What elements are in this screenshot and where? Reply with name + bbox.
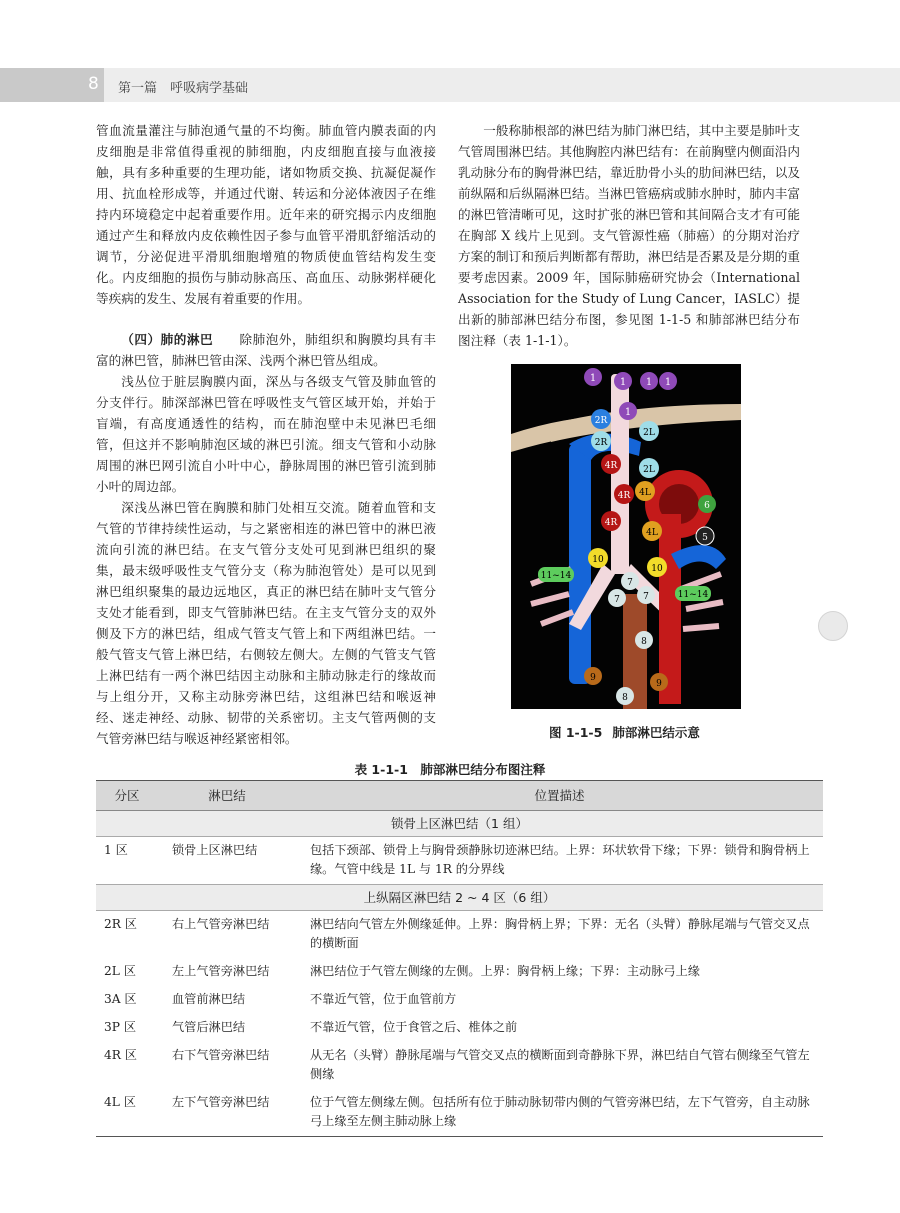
node-cell: 右下气管旁淋巴结 bbox=[172, 1048, 270, 1062]
page-header bbox=[0, 68, 900, 102]
zone-cell: 2R 区 bbox=[104, 917, 137, 931]
node-cell: 锁骨上区淋巴结 bbox=[172, 843, 258, 857]
description-cell: 位于气管左侧缘左侧。包括所有位于肺动脉韧带内侧的气管旁淋巴结，左下气管旁，自主动脉弓上缘至左侧主肺动脉上缘 bbox=[296, 1089, 823, 1137]
node-label-4R-b: 4R bbox=[617, 491, 631, 501]
description-cell: 淋巴结位于气管左侧缘的左侧。上界：胸骨柄上缘；下界：主动脉弓上缘 bbox=[310, 964, 700, 978]
zone-cell: 2L 区 bbox=[104, 964, 136, 978]
zone-cell: 3A 区 bbox=[104, 992, 137, 1006]
table-group-row bbox=[96, 885, 823, 911]
node-label-7-c: 7 bbox=[643, 592, 649, 602]
running-header-title: 第一篇 呼吸病学基础 bbox=[118, 81, 249, 96]
header-description: 位置描述 bbox=[296, 781, 823, 811]
group-label: 锁骨上区淋巴结（1 组） bbox=[96, 811, 823, 837]
lymph-node-map-illustration bbox=[511, 364, 741, 709]
paragraph-lung-lymph-intro bbox=[96, 329, 436, 371]
paragraph-endothelium: 管血流量灌注与肺泡通气量的不均衡。肺血管内膜表面的内皮细胞是非常值得重视的肺细胞，内皮细胞直接与血液接触，具有多种重要的生理功能，诸如物质交换、抗凝促凝作用、抗血栓形成等，并通过代谢、转运和分泌体液因子在维持内环境稳定中起着重要作用。近年来的研究揭示内皮细胞通过产生和释放内皮依赖性因子参与血管平滑肌舒缩活动的调节，分泌促进平滑肌细胞增殖的物质使血管结构发生变化。内皮细胞的损伤与肺动脉高压、高血压、动脉粥样硬化等疾病的发生、发展有着重要的作用。 bbox=[96, 123, 436, 306]
node-label-2R-a: 2R bbox=[594, 416, 608, 426]
zone-cell: 4L 区 bbox=[96, 1089, 158, 1137]
node-label-8-b: 8 bbox=[622, 693, 628, 703]
section-heading-lung-lymph: （四）肺的淋巴 bbox=[121, 332, 214, 347]
node-label-8-a: 8 bbox=[641, 637, 647, 647]
zone-cell: 3P 区 bbox=[104, 1020, 137, 1034]
node-label-4L-a: 4L bbox=[639, 488, 651, 498]
side-watermark-mark bbox=[818, 611, 848, 641]
group-label: 上纵隔区淋巴结 2 ~ 4 区（6 组） bbox=[96, 885, 823, 911]
node-cell: 右上气管旁淋巴结 bbox=[172, 917, 270, 931]
figure-title: 肺部淋巴结示意 bbox=[612, 725, 700, 740]
node-cell: 气管后淋巴结 bbox=[172, 1020, 246, 1034]
right-text-column bbox=[458, 120, 800, 351]
node-cell: 左上气管旁淋巴结 bbox=[172, 964, 270, 978]
table-row bbox=[96, 911, 823, 959]
node-label-2R-b: 2R bbox=[594, 438, 608, 448]
node-label-10-a: 10 bbox=[592, 555, 604, 565]
node-label-5: 5 bbox=[702, 533, 708, 543]
table-group-row bbox=[96, 811, 823, 837]
node-label-7-a: 7 bbox=[627, 578, 633, 588]
table-header-row bbox=[96, 781, 823, 811]
node-label-1-d: 1 bbox=[664, 377, 672, 388]
zone-cell: 4R 区 bbox=[104, 1048, 137, 1062]
lymph-node-table bbox=[96, 780, 823, 1137]
paragraph-deep-plexus: 深浅丛淋巴管在胸膜和肺门处相互交流。随着血管和支气管的节律持续性运动，与之紧密相连的淋巴管中的淋巴液流向引流的淋巴结。在支气管分支处可见到淋巴组织的聚集，最末级呼吸性支气管分支（称为肺泡管处）是可以见到淋巴组织聚集的最边远地区，真正的淋巴结在肺叶支气管分支处才能看到，即支气管肺淋巴结。在主支气管分支的双外侧及下方的淋巴结，组成气管支气管上和下两组淋巴结。一般气管支气管上淋巴结，右侧较左侧大。左侧的气管支气管上淋巴结有一两个淋巴结因主动脉和主肺动脉走行的缘故而与上组分开，又称主动脉旁淋巴结，这组淋巴结和喉返神经、迷走神经、动脉、韧带的关系密切。主支气管两侧的支气管旁淋巴结与喉返神经紧密相邻。 bbox=[96, 500, 436, 746]
node-label-4L-b: 4L bbox=[646, 528, 658, 538]
node-label-1-a: 1 bbox=[589, 373, 597, 384]
node-label-10-b: 10 bbox=[651, 564, 663, 574]
left-text-column bbox=[96, 120, 436, 749]
table-title: 表 1-1-1 肺部淋巴结分布图注释 bbox=[354, 762, 546, 777]
table-row bbox=[96, 958, 823, 986]
svc-vessel bbox=[569, 444, 591, 684]
paragraph-superficial-plexus: 浅丛位于脏层胸膜内面，深丛与各级支气管及肺血管的分支伴行。肺深部淋巴管在呼吸性支气管区域开始，并始于盲端，有高度通透性的结构，而在肺泡壁中未见淋巴毛细管，但这并不影响肺泡区域的淋巴引流。细支气管和小动脉周围的淋巴网引流自小叶中心，静脉周围的淋巴管引流到肺小叶的周边部。 bbox=[96, 374, 436, 494]
node-label-6: 6 bbox=[704, 501, 710, 511]
node-label-4R-c: 4R bbox=[604, 518, 618, 528]
node-label-9-b: 9 bbox=[656, 679, 662, 689]
page-number-box bbox=[0, 68, 104, 102]
section-intro-text: 除肺泡外，肺组织和胸膜均具有丰富的淋巴管，肺淋巴管由深、浅两个淋巴管丛组成。 bbox=[96, 332, 437, 368]
page-number: 8 bbox=[88, 74, 99, 94]
node-label-1-c: 1 bbox=[645, 377, 653, 388]
table-row bbox=[96, 1042, 823, 1089]
table-row bbox=[96, 837, 823, 885]
description-cell: 不靠近气管，位于血管前方 bbox=[310, 992, 457, 1006]
node-cell: 血管前淋巴结 bbox=[172, 992, 246, 1006]
zone-cell: 1 区 bbox=[104, 843, 128, 857]
paragraph-hilar-nodes: 一般称肺根部的淋巴结为肺门淋巴结，其中主要是肺叶支气管周围淋巴结。其他胸腔内淋巴结有：在前胸壁内侧面沿内乳动脉分布的胸骨淋巴结，靠近肋骨小头的肋间淋巴结，以及前纵隔和后纵隔淋巴结。当淋巴管癌病或肺水肿时，肺内丰富的淋巴管清晰可见，这时扩张的淋巴管和其间隔合支才有可能在胸部 X 线片上见到。支气管源性癌（肺癌）的分期对治疗方案的制订和预后判断都有帮助，淋巴结是否累及是分期的重要考虑因素。2009 年，国际肺癌研究协会（International Association for the Study of Lung Cancer，IASLC）提出新的肺部淋巴结分布图，参见图 1-1-5 和肺部淋巴结分布图注释（表 1-1-1）。 bbox=[458, 123, 801, 348]
table-row bbox=[96, 1014, 823, 1042]
figure-caption bbox=[549, 723, 700, 741]
node-label-7-b: 7 bbox=[614, 595, 620, 605]
node-label-2L-b: 2L bbox=[643, 465, 655, 475]
header-node: 淋巴结 bbox=[158, 781, 296, 811]
node-label-2L-a: 2L bbox=[643, 428, 655, 438]
node-label-11-14-a: 11~14 bbox=[540, 571, 572, 581]
description-cell: 从无名（头臂）静脉尾端与气管交叉点的横断面到奇静脉下界，淋巴结自气管右侧缘至气管左侧缘 bbox=[310, 1048, 810, 1081]
node-label-1-e: 1 bbox=[624, 407, 632, 418]
node-cell: 左下气管旁淋巴结 bbox=[158, 1089, 296, 1137]
description-cell: 淋巴结向气管左外侧缘延伸。上界：胸骨柄上界；下界：无名（头臂）静脉尾端与气管交叉点的横断面 bbox=[310, 917, 810, 950]
node-label-1-b: 1 bbox=[619, 377, 627, 388]
node-label-4R-a: 4R bbox=[604, 461, 618, 471]
description-cell: 包括下颈部、锁骨上与胸骨颈静脉切迹淋巴结。上界：环状软骨下缘；下界：锁骨和胸骨柄上缘。气管中线是 1L 与 1R 的分界线 bbox=[310, 843, 810, 876]
figure-number: 图 1-1-5 bbox=[549, 725, 603, 740]
lymph-node-map-figure bbox=[511, 364, 741, 709]
node-label-9-a: 9 bbox=[590, 673, 596, 683]
node-label-11-14-b: 11~14 bbox=[677, 590, 709, 600]
table-row bbox=[96, 1089, 823, 1137]
header-zone: 分区 bbox=[96, 781, 158, 811]
description-cell: 不靠近气管，位于食管之后、椎体之前 bbox=[310, 1020, 518, 1034]
table-row bbox=[96, 986, 823, 1014]
